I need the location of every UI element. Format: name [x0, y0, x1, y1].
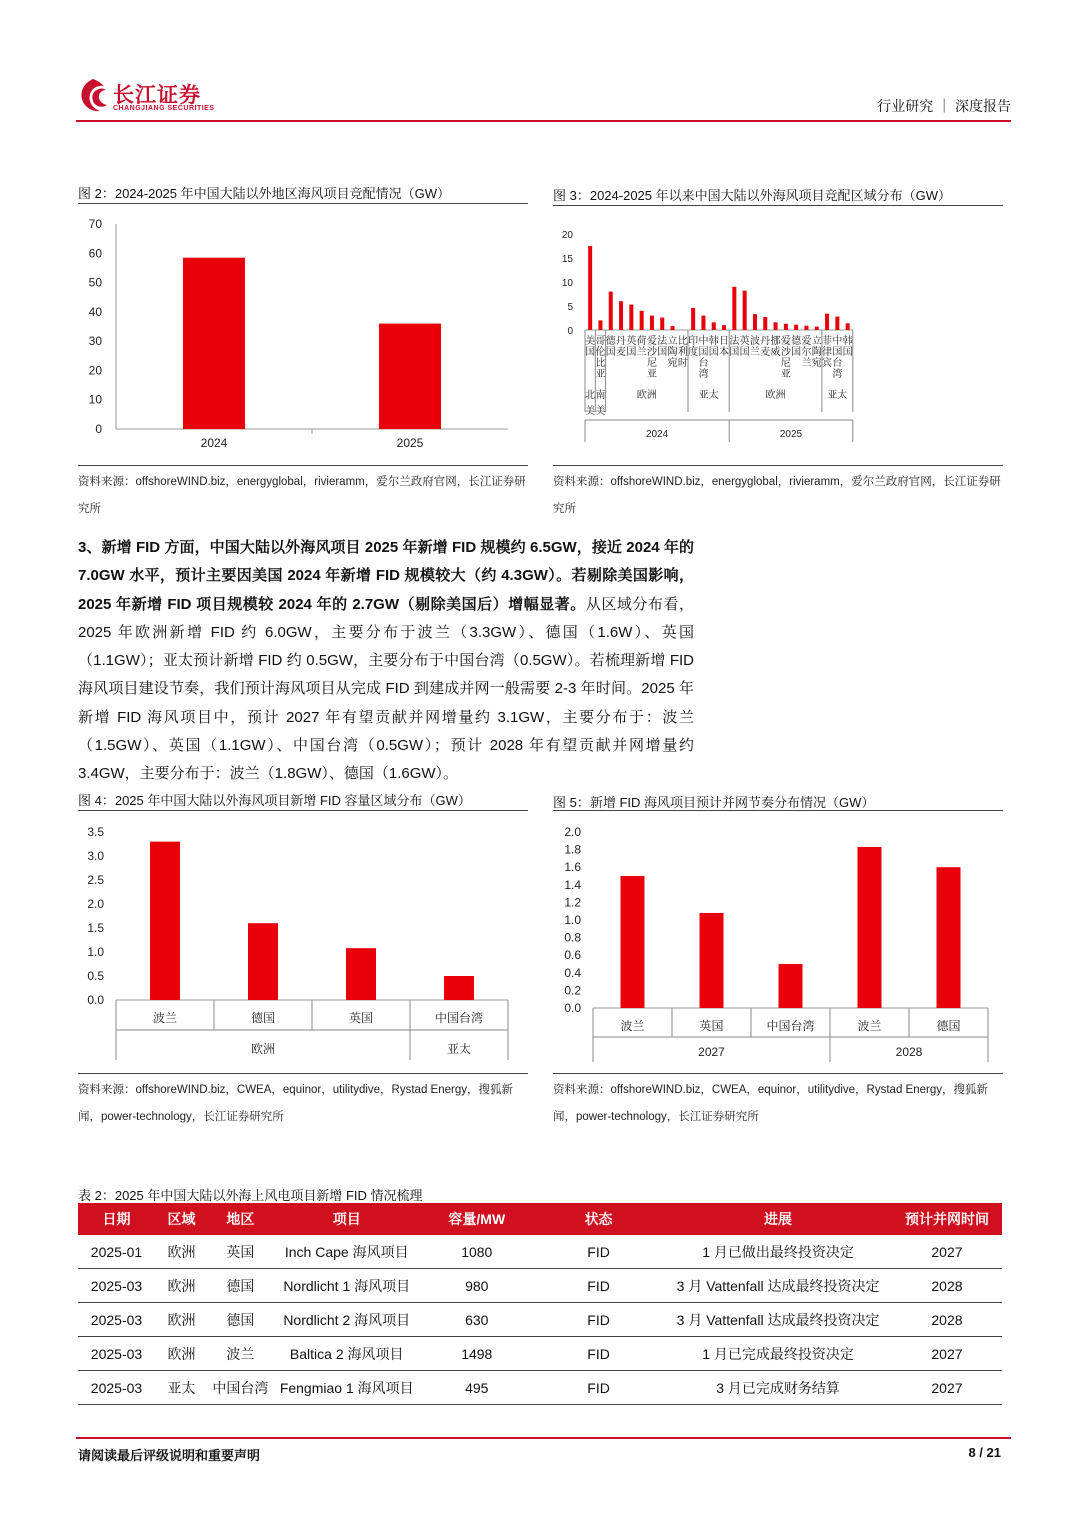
- fig4-ytick-label: 1.5: [87, 921, 104, 935]
- fig3-bar: [701, 316, 705, 330]
- col-header: 状态: [533, 1203, 664, 1235]
- fig3-xtick-char: 中: [832, 336, 843, 347]
- fig5-bar: [621, 876, 645, 1008]
- fig4-title: 图 4：2025 年中国大陆以外海风项目新增 FID 容量区域分布（GW）: [78, 793, 471, 808]
- fig2-bar: [183, 258, 245, 429]
- fig3-xtick-char: 国: [626, 347, 637, 358]
- table-row: [78, 1371, 1002, 1405]
- fig5-source-rule: [553, 1073, 1003, 1074]
- col-header: 区域: [155, 1203, 208, 1235]
- col-header: 地区: [208, 1203, 273, 1235]
- fig4-source-rule: [78, 1073, 528, 1074]
- fig3-xtick-char: 国: [791, 347, 802, 358]
- logo-name-cn: 长江证券: [113, 83, 201, 107]
- fig4-chart: [78, 818, 528, 1068]
- fig2-ytick-label: 70: [88, 217, 102, 231]
- fig3-xtick-char: 爱: [646, 336, 657, 347]
- fig5-source: 资料来源：offshoreWIND.biz，CWEA，equinor，utilitydive，Rystad Energy，搜狐新闻，power-technology，长江证券研究所: [553, 1084, 988, 1123]
- cell: 2025-03: [78, 1303, 155, 1337]
- fig3-xtick-char: 沙: [646, 347, 657, 358]
- cell: 2025-03: [78, 1337, 155, 1371]
- fig3-region-char: 南: [595, 390, 606, 401]
- fig2-xtick-label: 2025: [396, 436, 424, 450]
- fig3-xtick-char: 立: [667, 336, 678, 347]
- footer-divider: [76, 1437, 1011, 1439]
- fig3-xtick-char: 湾: [698, 369, 709, 380]
- fig3-bar: [619, 301, 623, 330]
- fig3-xtick-char: 立: [811, 336, 822, 347]
- fig5-xtick-label: 德国: [936, 1019, 961, 1033]
- fig2-ytick-label: 60: [88, 246, 102, 261]
- cell: Baltica 2 海风项目: [273, 1337, 421, 1371]
- fig3-xtick-char: 国: [698, 347, 709, 358]
- table-row: [78, 1235, 1002, 1269]
- fig3-bar: [763, 317, 767, 330]
- fig3-xtick-char: 印: [688, 336, 699, 347]
- fig5-bar: [858, 847, 882, 1008]
- fig3-ytick-label: 15: [561, 254, 573, 265]
- cell: 波兰: [208, 1337, 273, 1371]
- fig3-xtick-char: 兰: [636, 347, 647, 358]
- fig4-title-rule: [78, 810, 528, 811]
- table-title: 表 2：2025 年中国大陆以外海上风电项目新增 FID 情况梳理: [78, 1188, 423, 1203]
- fig4-ytick-label: 3.5: [87, 825, 104, 839]
- fig4-ytick-label: 1.0: [87, 945, 104, 959]
- body-text: 从区域分布看，2025 年欧洲新增 FID 约 6.0GW，主要分布于波兰（3.3GW）、德国（1.6W）、英国（1.1GW）；亚太预计新增 FID 约 0.5GW，主要分布于中国台湾（0.5GW）。若梳理新增 FID 海风项目建设节奏，我们预计海风项目从完成 FID 到建成并网一般需要 2-3 年时间。2025 年新增 FID 海风项目中，预计 2027 年有望贡献并网增量约 3.1GW，主要分布于：波兰（1.5GW）、英国（1.1GW）、中国台湾（0.5GW）；预计 2028 年有望贡献并网增量约 3.4GW，主要分布于：波兰（1.8GW）、德国（1.6GW）。: [78, 595, 694, 783]
- cell: FID: [533, 1337, 664, 1371]
- fig3-bar: [722, 325, 726, 330]
- fig5-ytick-label: 0.6: [564, 948, 581, 963]
- fig3-bar: [671, 326, 675, 330]
- fig3-bar: [815, 327, 819, 330]
- fig3-xtick-char: 陶: [811, 347, 822, 358]
- fig4-xtick-label: 中国台湾: [434, 1011, 484, 1025]
- fig3-xtick-char: 英: [626, 336, 637, 347]
- fig4-group-label: 欧洲: [250, 1042, 276, 1056]
- fig3-region-label: 欧洲: [765, 390, 786, 401]
- fig3-xtick-char: 国: [739, 347, 750, 358]
- cell: 欧洲: [155, 1235, 208, 1269]
- cell: Fengmiao 1 海风项目: [273, 1371, 421, 1405]
- fig5-ytick-label: 1.2: [564, 895, 581, 910]
- cell: 495: [421, 1371, 533, 1405]
- col-header: 日期: [78, 1203, 155, 1235]
- fig3-xtick-char: 麦: [616, 347, 627, 358]
- cell: 2027: [892, 1235, 1002, 1269]
- fig5-bar: [700, 913, 724, 1008]
- fig3-xtick-char: 波: [749, 336, 760, 347]
- fig3-xtick-char: 法: [657, 336, 668, 347]
- cell: 2025-01: [78, 1235, 155, 1269]
- fig3-ytick-label: 0: [567, 326, 573, 337]
- fig3-xtick-char: 比: [595, 358, 606, 369]
- fig3-xtick-char: 国: [842, 347, 853, 358]
- fig3-xtick-char: 韩: [842, 336, 853, 347]
- fig3-xtick-char: 宾: [822, 358, 833, 369]
- fig4-xtick-label: 波兰: [152, 1011, 178, 1025]
- fig3-chart: [553, 222, 1003, 452]
- header-divider: [76, 120, 1011, 122]
- fig5-ytick-label: 0.2: [564, 983, 581, 998]
- cell: FID: [533, 1303, 664, 1337]
- cell: 欧洲: [155, 1269, 208, 1303]
- fig3-bar: [743, 291, 747, 330]
- fig4-bar: [150, 842, 180, 1000]
- fig3-xtick-char: 时: [677, 358, 688, 369]
- col-header: 进展: [664, 1203, 892, 1235]
- fig5-ytick-label: 0.0: [564, 1001, 581, 1015]
- fig3-bar: [712, 322, 716, 330]
- fig3-bar: [660, 318, 664, 330]
- col-header: 项目: [273, 1203, 421, 1235]
- fig3-xtick-char: 兰: [749, 347, 760, 358]
- cell: 亚太: [155, 1371, 208, 1405]
- fig4-ytick-label: 2.0: [87, 897, 104, 911]
- fig3-xtick-char: 美: [585, 336, 596, 347]
- fig3-region-char: 北: [585, 390, 596, 401]
- cell: 3 月 Vattenfall 达成最终投资决定: [664, 1303, 892, 1337]
- fig3-bar: [629, 305, 633, 330]
- cell: 1498: [421, 1337, 533, 1371]
- cell: 欧洲: [155, 1337, 208, 1371]
- cell: 980: [421, 1269, 533, 1303]
- fig3-xtick-char: 国: [657, 347, 668, 358]
- fig3-year-label: 2025: [779, 429, 803, 440]
- fig5-group-label: 2027: [698, 1045, 725, 1059]
- fig3-source: 资料来源：offshoreWIND.biz，energyglobal，rivieramm，爱尔兰政府官网，长江证券研究所: [553, 476, 1001, 515]
- fig3-year-label: 2024: [645, 429, 669, 440]
- fig3-xtick-char: 国: [708, 347, 719, 358]
- fig5-xtick-label: 中国台湾: [766, 1019, 815, 1033]
- fig5-bar: [779, 964, 803, 1008]
- fig3-xtick-char: 韩: [708, 336, 719, 347]
- cell: 1080: [421, 1235, 533, 1269]
- fig3-source-rule: [553, 465, 1003, 466]
- fig3-bar: [753, 314, 757, 330]
- cell: 德国: [208, 1269, 273, 1303]
- fig3-xtick-char: 中: [698, 336, 709, 347]
- fig3-region-char: 美: [585, 406, 596, 417]
- fig3-bar: [846, 323, 850, 330]
- cell: FID: [533, 1371, 664, 1405]
- fig3-xtick-char: 挪: [770, 336, 781, 347]
- table-header-row: [78, 1203, 1002, 1235]
- fig3-xtick-char: 陶: [667, 347, 678, 358]
- fig5-ytick-label: 0.8: [564, 930, 581, 945]
- fig2-ytick-label: 0: [95, 422, 102, 436]
- body-paragraph: [78, 534, 694, 789]
- cell: 2025-03: [78, 1371, 155, 1405]
- fig3-xtick-char: 爱: [780, 336, 791, 347]
- page-number: 8 / 21: [968, 1445, 1001, 1460]
- fig4-bar: [444, 976, 474, 1000]
- cell: 2028: [892, 1269, 1002, 1303]
- fig4-group-label: 亚太: [446, 1042, 472, 1056]
- fig2-source: 资料来源：offshoreWIND.biz，energyglobal，rivieramm，爱尔兰政府官网，长江证券研究所: [78, 476, 526, 515]
- fig4-xtick-label: 德国: [250, 1011, 276, 1025]
- fig3-xtick-char: 亚: [780, 369, 791, 380]
- fig3-bar: [609, 292, 613, 330]
- fig3-title-rule: [553, 205, 1003, 206]
- fig5-group-label: 2028: [895, 1045, 923, 1059]
- fig3-xtick-char: 法: [729, 336, 740, 347]
- fig5-ytick-label: 1.6: [564, 860, 581, 875]
- fig3-region-label: 亚太: [827, 390, 848, 401]
- fig3-xtick-char: 亚: [595, 369, 606, 380]
- fig3-xtick-char: 国: [832, 347, 843, 358]
- fig3-xtick-char: 麦: [760, 347, 771, 358]
- fig3-bar: [835, 317, 839, 330]
- fig2-ytick-label: 50: [88, 275, 102, 290]
- fig2-source-rule: [78, 465, 528, 466]
- table-row: [78, 1337, 1002, 1371]
- cell: 2025-03: [78, 1269, 155, 1303]
- footer-disclaimer: 请阅读最后评级说明和重要声明: [78, 1448, 261, 1463]
- cell: 630: [421, 1303, 533, 1337]
- fig3-xtick-char: 本: [719, 347, 730, 358]
- fig3-xtick-char: 德: [791, 336, 802, 347]
- fig3-xtick-char: 尼: [780, 358, 791, 369]
- fig3-xtick-char: 日: [719, 336, 730, 347]
- fig5-xtick-label: 英国: [699, 1019, 724, 1033]
- fig3-bar: [640, 311, 644, 330]
- fig4-source: 资料来源：offshoreWIND.biz，CWEA，equinor，utilitydive，Rystad Energy，搜狐新闻，power-technology，长江证券研究所: [78, 1084, 513, 1123]
- report-section-label: 行业研究 ｜ 深度报告: [877, 98, 1011, 114]
- fid-table: [78, 1203, 1002, 1405]
- fig3-xtick-char: 国: [605, 347, 616, 358]
- fig3-xtick-char: 湾: [832, 369, 843, 380]
- fig2-ytick-label: 10: [88, 392, 102, 407]
- fig3-bar: [598, 320, 602, 330]
- fig5-bar: [937, 867, 961, 1008]
- fig3-xtick-char: 尼: [646, 358, 657, 369]
- fig4-ytick-label: 2.5: [87, 873, 104, 887]
- fig3-bar: [732, 287, 736, 330]
- fig3-bar: [691, 308, 695, 330]
- cell: FID: [533, 1235, 664, 1269]
- cell: 中国台湾: [208, 1371, 273, 1405]
- cell: FID: [533, 1269, 664, 1303]
- cell: 2027: [892, 1371, 1002, 1405]
- fig3-region-label: 亚太: [698, 390, 719, 401]
- fig3-bar: [804, 326, 808, 330]
- fig5-title: 图 5：新增 FID 海风项目预计并网节奏分布情况（GW）: [553, 795, 875, 810]
- fig3-xtick-char: 荷: [636, 336, 647, 347]
- fig3-xtick-char: 国: [585, 347, 596, 358]
- cell: 2027: [892, 1337, 1002, 1371]
- fig3-xtick-char: 利: [677, 347, 688, 358]
- cell: 德国: [208, 1303, 273, 1337]
- fig3-xtick-char: 丹: [616, 336, 627, 347]
- fig3-xtick-char: 台: [698, 358, 709, 369]
- fig4-ytick-label: 3.0: [87, 849, 104, 863]
- fig3-region-char: 美: [595, 406, 606, 417]
- fig2-xtick-label: 2024: [200, 436, 228, 450]
- fig2-ytick-label: 30: [88, 334, 102, 349]
- fig3-xtick-char: 德: [605, 336, 616, 347]
- company-logo: [76, 77, 226, 117]
- fig3-xtick-char: 律: [822, 347, 833, 358]
- fig3-bar: [825, 314, 829, 330]
- fig3-xtick-char: 伦: [595, 347, 606, 358]
- fig3-title: 图 3：2024-2025 年以来中国大陆以外海风项目竞配区域分布（GW）: [553, 188, 952, 203]
- fig5-chart: [553, 818, 1003, 1068]
- fig2-bar: [379, 324, 441, 429]
- fig3-xtick-char: 宛: [811, 358, 822, 369]
- fig2-ytick-label: 40: [88, 304, 102, 319]
- fig4-ytick-label: 0.0: [87, 993, 104, 1007]
- fig3-xtick-char: 威: [770, 347, 781, 358]
- fig3-bar: [588, 246, 592, 330]
- fig2-chart: [78, 210, 528, 460]
- logo-name-en: CHANGJIANG SECURITIES: [113, 105, 215, 112]
- fig3-xtick-char: 尔: [801, 347, 812, 358]
- cell: 1 月已完成最终投资决定: [664, 1337, 892, 1371]
- cell: 2028: [892, 1303, 1002, 1337]
- fig4-bar: [248, 923, 278, 1000]
- fig3-ytick-label: 5: [567, 302, 573, 313]
- fig3-xtick-char: 度: [688, 347, 699, 358]
- fig2-title: 图 2：2024-2025 年中国大陆以外地区海风项目竞配情况（GW）: [78, 186, 451, 201]
- fig3-xtick-char: 兰: [801, 358, 812, 369]
- fig3-xtick-char: 沙: [780, 347, 791, 358]
- col-header: 容量/MW: [421, 1203, 533, 1235]
- fig5-ytick-label: 2.0: [564, 825, 581, 839]
- body-bold-lead: 3、新增 FID 方面，中国大陆以外海风项目 2025 年新增 FID 规模约 6.5GW，接近 2024 年的 7.0GW 水平，预计主要因美国 2024 年新增 FID 规模较大（约 4.3GW）。若剔除美国影响，2025 年新增 FID 项目规模较 2024 年的 2.7GW（剔除美国后）增幅显著。: [78, 539, 694, 613]
- fig3-xtick-char: 哥: [595, 336, 606, 347]
- cell: 英国: [208, 1235, 273, 1269]
- fig3-xtick-char: 丹: [760, 336, 771, 347]
- fig5-title-rule: [553, 810, 1003, 811]
- col-header: 预计并网时间: [892, 1203, 1002, 1235]
- table-row: [78, 1269, 1002, 1303]
- fig4-bar: [346, 948, 376, 1000]
- fig2-ytick-label: 20: [88, 363, 102, 378]
- fig3-xtick-char: 国: [729, 347, 740, 358]
- cell: 1 月已做出最终投资决定: [664, 1235, 892, 1269]
- fig5-xtick-label: 波兰: [857, 1019, 882, 1033]
- fig3-bar: [784, 324, 788, 330]
- fig4-xtick-label: 英国: [348, 1011, 374, 1025]
- fig5-xtick-label: 波兰: [620, 1019, 645, 1033]
- fig3-xtick-char: 比: [677, 336, 688, 347]
- fig3-xtick-char: 英: [739, 336, 750, 347]
- fig3-xtick-char: 宛: [667, 358, 678, 369]
- fig5-ytick-label: 0.4: [564, 965, 581, 980]
- cell: 3 月已完成财务结算: [664, 1371, 892, 1405]
- fig4-ytick-label: 0.5: [87, 969, 104, 983]
- fig3-bar: [774, 322, 778, 330]
- fig3-xtick-char: 亚: [646, 369, 657, 380]
- fig2-title-rule: [78, 203, 528, 204]
- cell: Nordlicht 1 海风项目: [273, 1269, 421, 1303]
- fig3-xtick-char: 菲: [822, 336, 833, 347]
- fig3-bar: [650, 316, 654, 330]
- cell: Nordlicht 2 海风项目: [273, 1303, 421, 1337]
- fig3-xtick-char: 台: [832, 358, 843, 369]
- fig3-ytick-label: 10: [561, 278, 573, 289]
- fig5-ytick-label: 1.0: [564, 913, 581, 927]
- logo-mark-icon: [76, 77, 110, 115]
- table-row: [78, 1303, 1002, 1337]
- fig3-region-label: 欧洲: [636, 390, 657, 401]
- fig5-ytick-label: 1.4: [564, 877, 581, 892]
- cell: 3 月 Vattenfall 达成最终投资决定: [664, 1269, 892, 1303]
- fig3-xtick-char: 爱: [801, 336, 812, 347]
- fig3-bar: [794, 325, 798, 330]
- fig3-ytick-label: 20: [561, 230, 573, 241]
- cell: 欧洲: [155, 1303, 208, 1337]
- fig5-ytick-label: 1.8: [564, 842, 581, 857]
- cell: Inch Cape 海风项目: [273, 1235, 421, 1269]
